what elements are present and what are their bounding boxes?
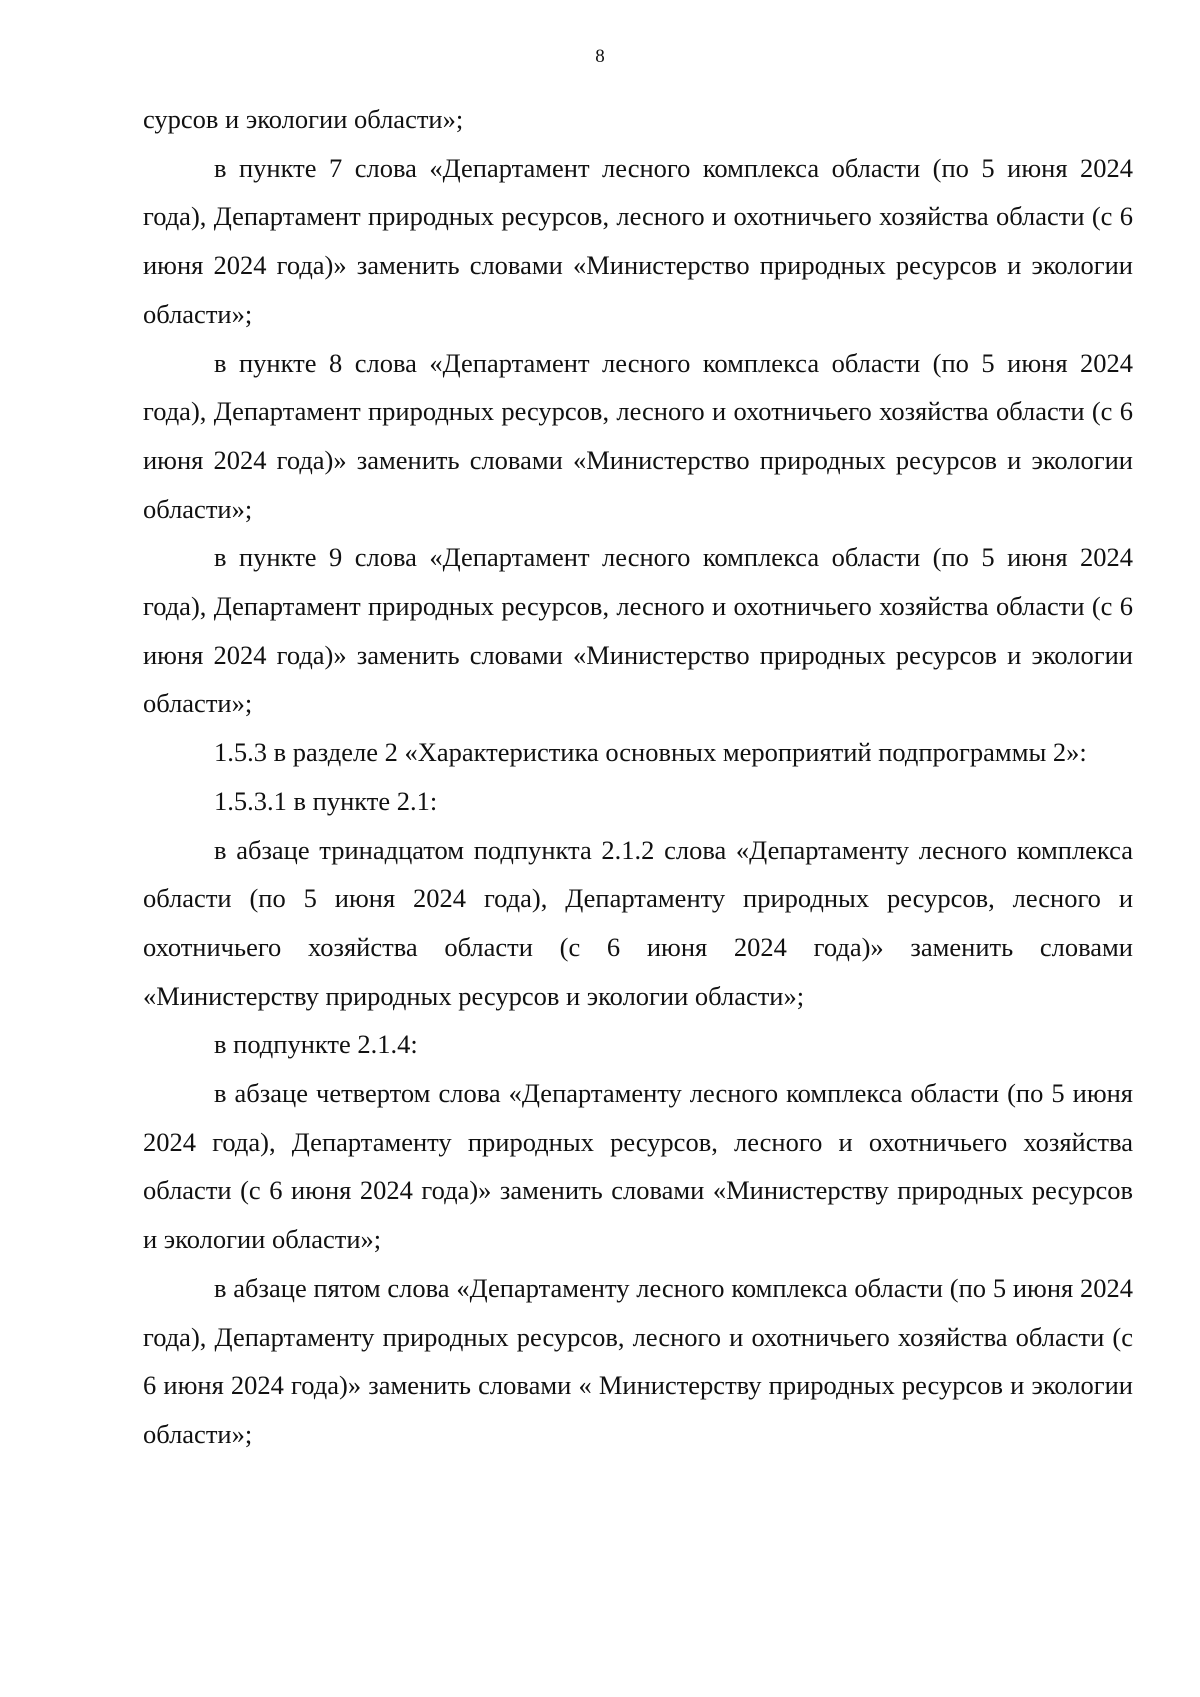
paragraph-continuation: сурсов и экологии области»; — [143, 104, 464, 134]
page-number: 8 — [595, 46, 605, 67]
paragraph-item-8: в пункте 8 слова «Департамент лесного комплекса области (по 5 июня 2024 года), Департамент природных ресурсов, лесного и охотничьего хозяйства области (с 6 июня 2024 года)» заменить словами «Министерство природных ресурсов и экологии области»; — [143, 347, 1133, 524]
paragraph-item-9: в пункте 9 слова «Департамент лесного комплекса области (по 5 июня 2024 года), Департамент природных ресурсов, лесного и охотничьего хозяйства области (с 6 июня 2024 года)» заменить словами «Министерство природных ресурсов и экологии области»; — [143, 542, 1133, 719]
paragraph-section-1-5-3: 1.5.3 в разделе 2 «Характеристика основных мероприятий подпрограммы 2»: — [214, 737, 1087, 768]
document-body — [143, 95, 1133, 1459]
paragraph-subitem-2-1-4: в подпункте 2.1.4: — [214, 1029, 418, 1060]
paragraph-fifth-abzac: в абзаце пятом слова «Департаменту лесного комплекса области (по 5 июня 2024 года), Департаменту природных ресурсов, лесного и охотничьего хозяйства области (с 6 июня 2024 года)» заменить словами « Министерству природных ресурсов и экологии области»; — [143, 1272, 1133, 1449]
paragraph-section-1-5-3-1: 1.5.3.1 в пункте 2.1: — [214, 785, 438, 816]
paragraph-fourth-abzac: в абзаце четвертом слова «Департаменту лесного комплекса области (по 5 июня 2024 года), Департаменту природных ресурсов, лесного и охотничьего хозяйства области (с 6 июня 2024 года)» заменить словами «Министерству природных ресурсов и экологии области»; — [143, 1078, 1133, 1255]
paragraph-subitem-2-1-2: в абзаце тринадцатом подпункта 2.1.2 слова «Департаменту лесного комплекса области (по 5 июня 2024 года), Департаменту природных ресурсов, лесного и охотничьего хозяйства области (с 6 июня 2024 года)» заменить словами «Министерству природных ресурсов и экологии области»; — [143, 834, 1133, 1011]
paragraph-item-7: в пункте 7 слова «Департамент лесного комплекса области (по 5 июня 2024 года), Департамент природных ресурсов, лесного и охотничьего хозяйства области (с 6 июня 2024 года)» заменить словами «Министерство природных ресурсов и экологии области»; — [143, 152, 1133, 329]
